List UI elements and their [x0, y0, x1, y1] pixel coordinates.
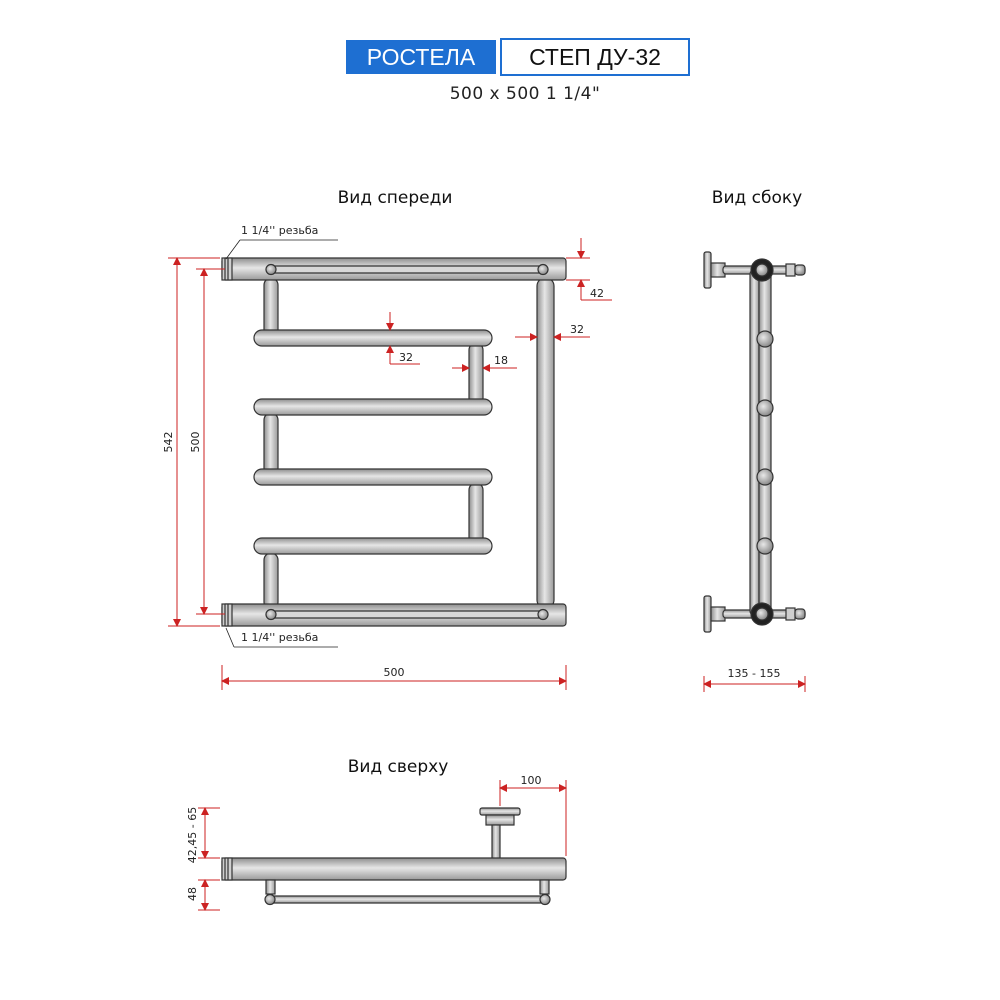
top-view	[222, 808, 566, 905]
top-dimensions	[198, 780, 566, 910]
dim-height-total: 542	[162, 431, 175, 453]
thread-label-top-text: 1 1/4'' резьба	[241, 224, 319, 237]
side-view	[704, 252, 805, 632]
dim-top-depth: 48	[186, 887, 199, 901]
side-view-title: Вид сбоку	[711, 188, 803, 208]
thread-label-top	[226, 224, 338, 259]
thread-label-bottom-text: 1 1/4'' резьба	[241, 631, 319, 644]
top-view-title: Вид сверху	[347, 757, 449, 777]
dim-top-mount: 100	[520, 774, 542, 787]
dim-pipe-main: 32	[570, 323, 584, 336]
dim-pipe-small: 18	[494, 354, 508, 367]
dim-top-offset: 42,45 - 65	[186, 806, 199, 864]
model-label: СТЕП ДУ-32	[500, 38, 690, 76]
dim-side-depth: 135 - 155	[727, 667, 781, 680]
front-view	[222, 258, 566, 626]
dim-height-axis: 500	[189, 431, 202, 453]
top-dimension-labels	[186, 774, 542, 901]
size-label: 500 x 500 1 1/4"	[449, 84, 601, 104]
thread-label-bottom	[226, 628, 338, 647]
dim-pipe-rung: 32	[399, 351, 413, 364]
brand-label: РОСТЕЛА	[346, 40, 496, 74]
front-view-title: Вид спереди	[337, 188, 453, 208]
dim-width-front: 500	[383, 666, 405, 679]
dim-offset-top: 42	[590, 287, 604, 300]
